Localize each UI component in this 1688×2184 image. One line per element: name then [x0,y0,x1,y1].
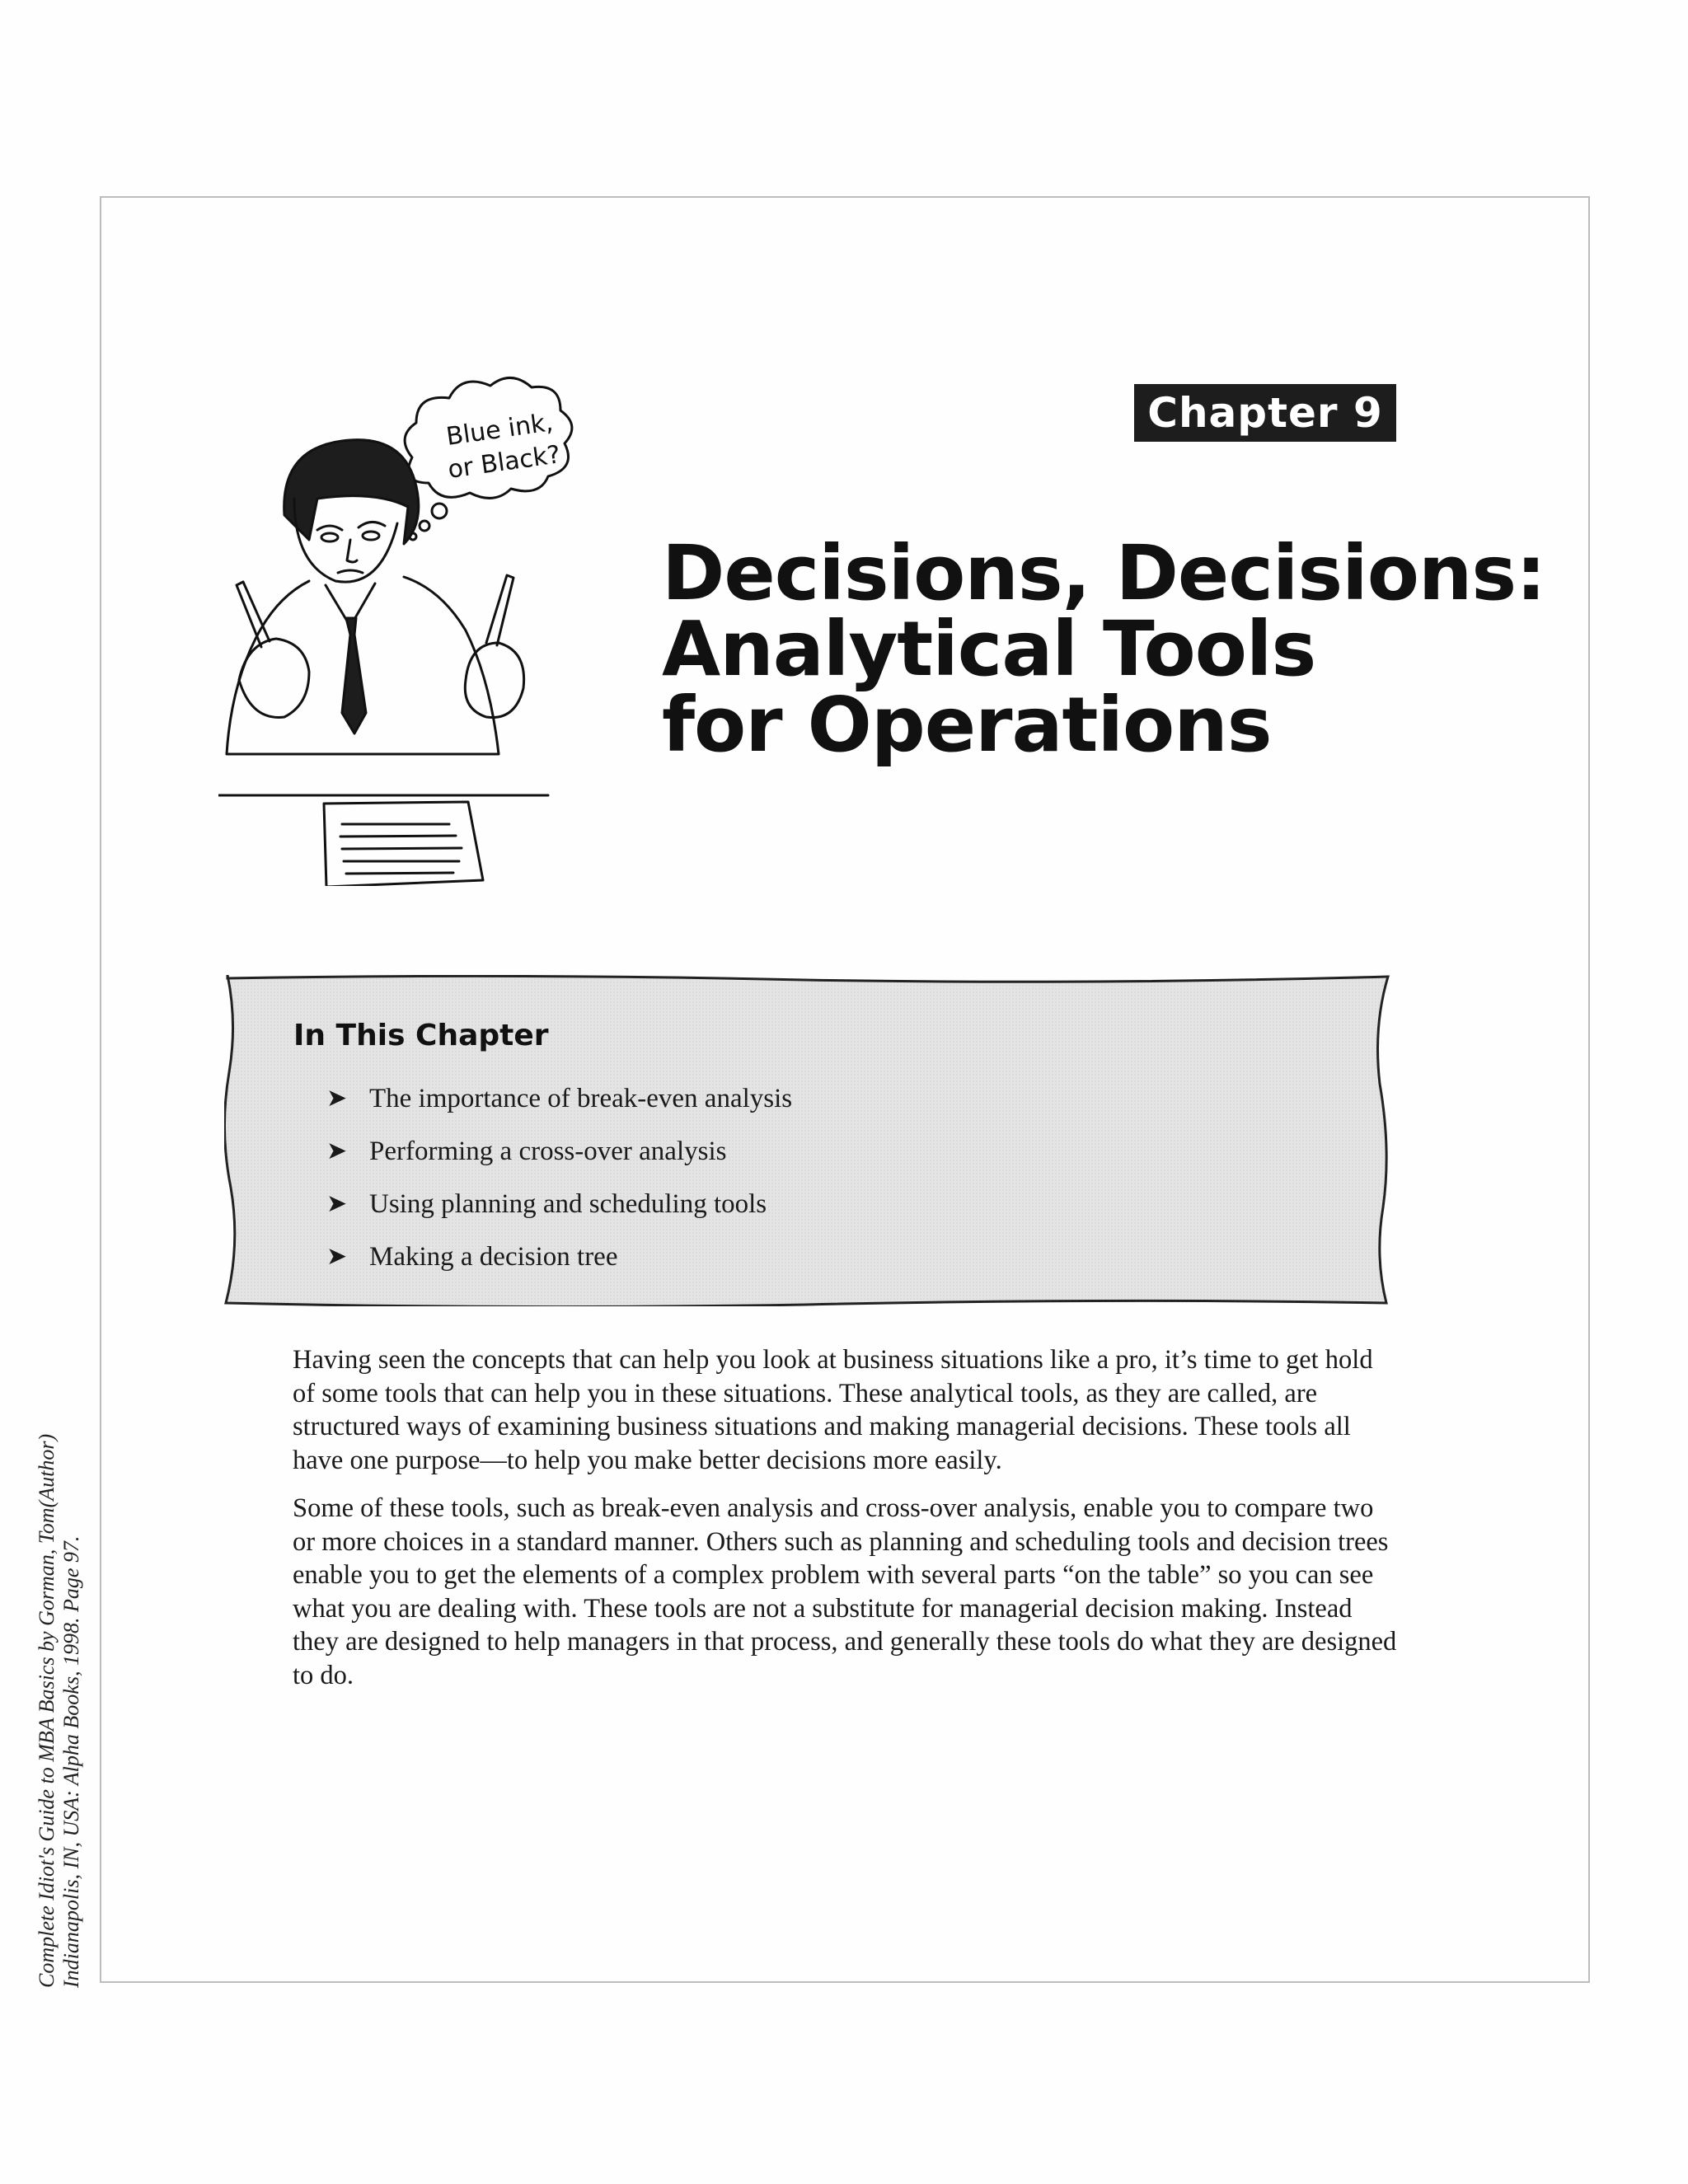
chapter-title-line: for Operations [662,681,1272,769]
citation-line: Complete Idiot's Guide to MBA Basics by Gorman, Tom(Author) [35,1433,59,1988]
chapter-objectives-list [326,1072,792,1283]
list-item-text: Performing a cross-over analysis [369,1137,727,1166]
list-item [326,1072,792,1125]
arrow-bullet-icon: ➤ [326,1189,348,1218]
chapter-badge: Chapter 9 [1134,384,1396,442]
citation-line: Indianapolis, IN, USA: Alpha Books, 1998. Page 97. [59,1535,83,1988]
hand-right [465,643,523,718]
list-item [326,1125,792,1178]
body-paragraph: Having seen the concepts that can help you look at business situations like a pro, it’s time to get hold of some tools that can help you in these situations. These analytical tools, as they are called, are structured ways of examining business situations and making managerial decisions. These tools all have one purpose—to help you make better decisions more easily. [293,1345,1373,1475]
list-item [326,1230,792,1283]
in-this-chapter-box [224,975,1395,1306]
cartoon-hair [284,440,419,544]
pen-left [237,582,270,647]
pen-right [486,575,513,645]
cartoon-illustration [218,375,631,886]
body-text [293,1343,1397,1707]
chapter-title-line: Decisions, Decisions: [662,529,1545,617]
list-item-text: Making a decision tree [369,1242,618,1272]
thought-text-line2: or Black? [446,440,563,485]
cartoon-tie [342,618,366,733]
citation-sidebar [35,1329,84,1988]
list-item [326,1178,792,1230]
list-item-text: The importance of break-even analysis [369,1084,793,1113]
list-item-text: Using planning and scheduling tools [369,1189,767,1219]
in-this-chapter-heading: In This Chapter [293,1019,549,1052]
arrow-bullet-icon: ➤ [326,1242,348,1271]
body-paragraph: Some of these tools, such as break-even analysis and cross-over analysis, enable you to compare two or more choices in a standard manner. Others such as planning and scheduling tools and decision trees enable you to get the elements of a complex problem with several parts “on the table” so you can see what you are dealing with. These tools are not a substitute for managerial decision making. Instead they are designed to help managers in that process, and generally these tools do what they are designed to do. [293,1493,1397,1690]
chapter-title-line: Analytical Tools [662,605,1316,693]
arrow-bullet-icon: ➤ [326,1137,348,1165]
arrow-bullet-icon: ➤ [326,1084,348,1113]
thought-text-line1: Blue ink, [444,408,556,452]
chapter-title [662,529,1568,769]
